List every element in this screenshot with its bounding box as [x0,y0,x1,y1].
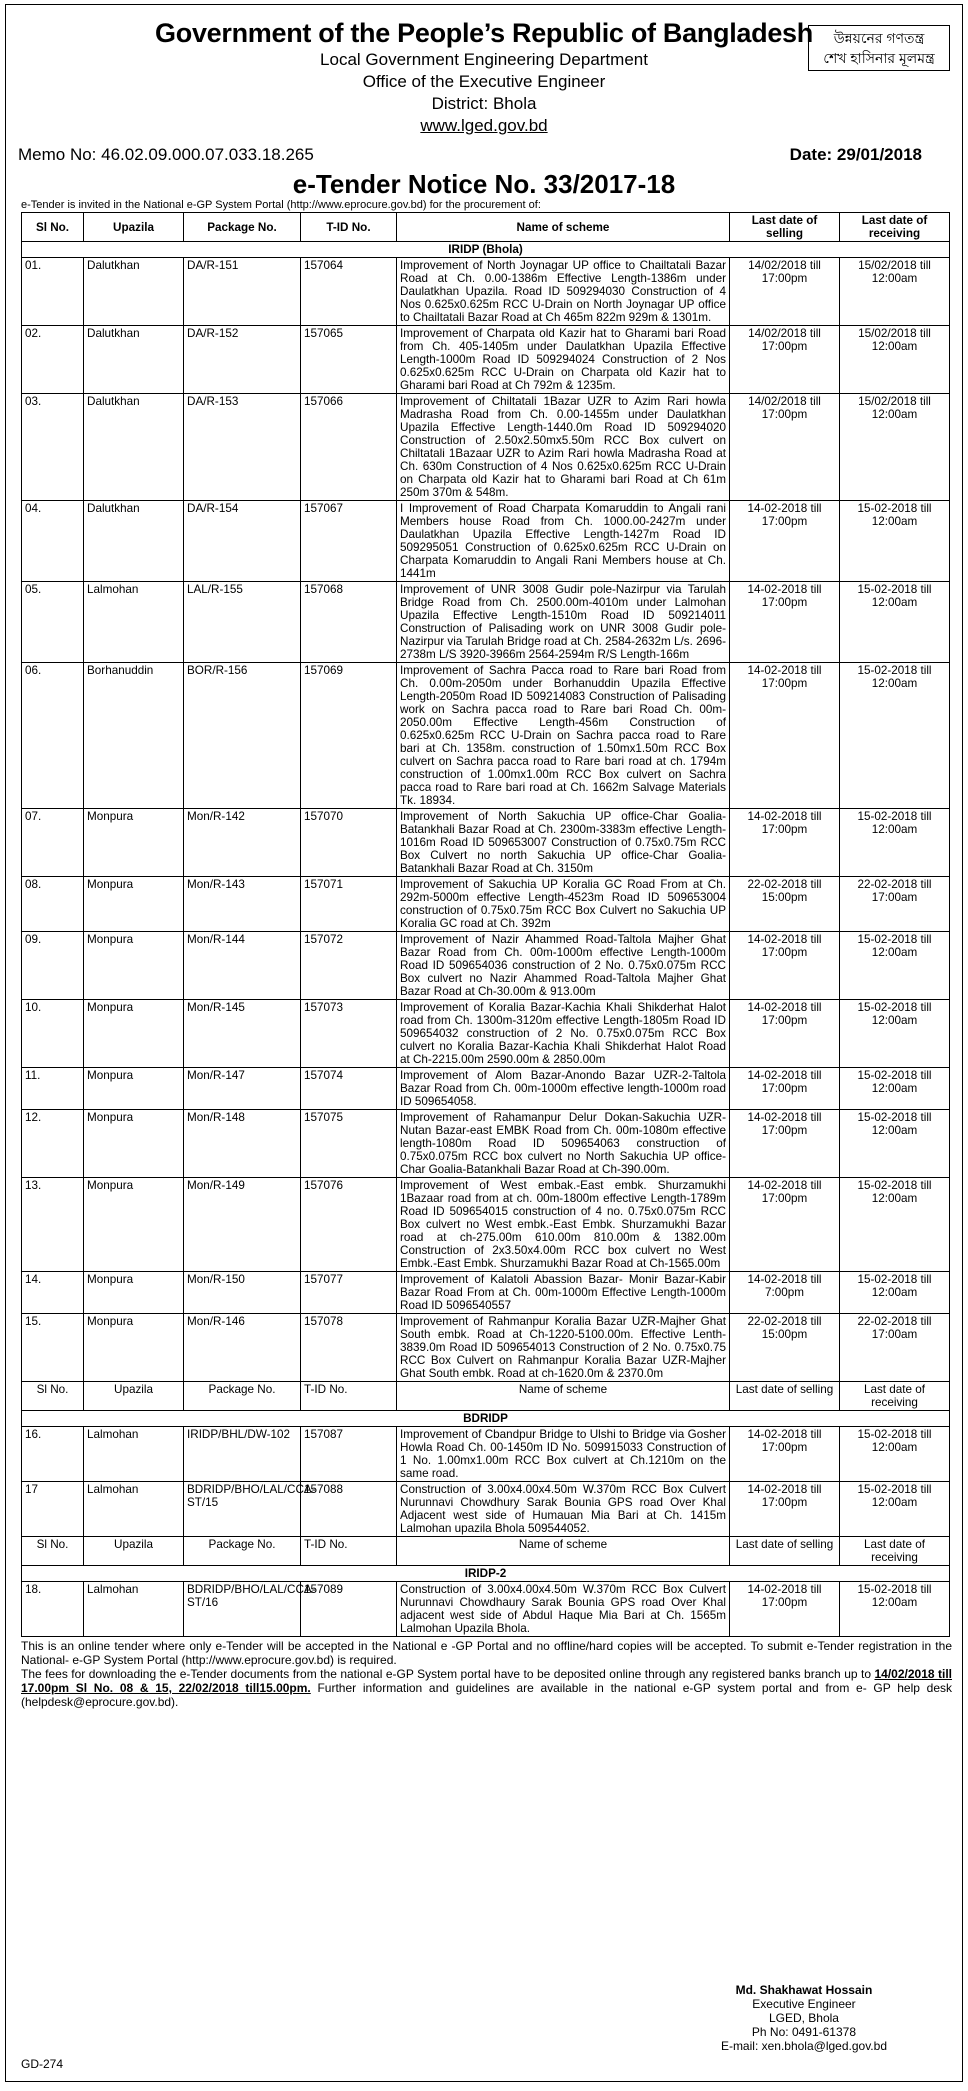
col-selling: Last date of selling [730,1537,840,1566]
cell-selling: 14-02-2018 till 17:00pm [730,1582,840,1637]
col-receiving: Last date of receiving [840,1537,950,1566]
cell-tid: 157072 [301,932,397,1000]
cell-receiving: 15-02-2018 till 12:00am [840,809,950,877]
notice-title: e-Tender Notice No. 33/2017-18 [292,169,676,199]
cell-receiving: 15-02-2018 till 12:00am [840,1482,950,1537]
cell-tid: 157075 [301,1110,397,1178]
cell-scheme: Improvement of Koralia Bazar-Kachia Khali Shikderhat Halot road from Ch. 1300m-3120m effective Length-1805m Road ID 509654032 construction of 2 No. 0.75x0.075m RCC Box culvert no Koralia Bazar-Kachia Khali Shikderhat Halot Road at Ch-2215.00m 2590.00m & 2850.00m [397,1000,730,1068]
cell-sl: 10. [22,1000,84,1068]
section-row [22,242,950,258]
footer-deadline: 14/02/2018 till 17.00pm Sl No. 08 & 15, 22/02/2018 till15.00pm. [21,1667,953,1695]
cell-upazila: Lalmohan [84,1427,184,1482]
cell-scheme: Improvement of Charpata old Kazir hat to Gharami bari Road from Ch. 405-1405m under Daulatkhan Upazila Effective Length-1000m Road ID 509294024 Construction of 2 Nos 0.625x0.625m RCC U-Drain on Charpata old Kazir hat to Gharami bari Road at Ch 792m & 1235m. [397,326,730,394]
cell-selling: 14-02-2018 till 7:00pm [730,1272,840,1314]
table-row [22,663,950,809]
footer-para-2-a: The fees for downloading the e-Tender documents from the national e-GP System portal have to be deposited online through any registered banks branch up to [21,1667,872,1681]
cell-package: IRIDP/BHL/DW-102 [184,1427,301,1482]
col-selling: Last date of selling [730,1382,840,1411]
cell-tid: 157067 [301,501,397,582]
district-name: District: Bhola [431,94,537,113]
cell-selling: 14-02-2018 till 17:00pm [730,1068,840,1110]
cell-receiving: 15/02/2018 till 12:00am [840,394,950,501]
cell-tid: 157089 [301,1582,397,1637]
col-sl: Sl No. [22,1537,84,1566]
cell-package: BDRIDP/BHO/LAL/CCA-ST/16 [184,1582,301,1637]
cell-receiving: 15-02-2018 till 12:00am [840,1000,950,1068]
cell-receiving: 15/02/2018 till 12:00am [840,326,950,394]
cell-package: Mon/R-149 [184,1178,301,1272]
cell-tid: 157068 [301,582,397,663]
cell-receiving: 15-02-2018 till 12:00am [840,582,950,663]
gd-code: GD-274 [21,2057,64,2071]
cell-selling: 14-02-2018 till 17:00pm [730,932,840,1000]
cell-upazila: Monpura [84,1068,184,1110]
cell-selling: 14-02-2018 till 17:00pm [730,809,840,877]
section-row [22,1566,950,1582]
cell-scheme: Improvement of Kalatoli Abassion Bazar- Monir Bazar-Kabir Bazar Road From at Ch. 00m-1000m Effective Length-1000m Road ID 5096540557 [397,1272,730,1314]
cell-sl: 04. [22,501,84,582]
table-row [22,258,950,326]
signature-block [721,1983,887,2053]
slogan-line-1: উন্নয়নের গণতন্ত্র [833,30,925,46]
col-scheme: Name of scheme [397,1537,730,1566]
footer-para-2 [21,1667,952,1709]
cell-receiving: 15-02-2018 till 12:00am [840,1427,950,1482]
cell-package: Mon/R-142 [184,809,301,877]
cell-tid: 157076 [301,1178,397,1272]
cell-tid: 157088 [301,1482,397,1537]
cell-upazila: Dalutkhan [84,394,184,501]
cell-scheme: Improvement of West embak.-East embk. Shurzamukhi 1Bazaar road from at ch. 00m-1800m effective Length-1789m Road ID 509654015 construction of 4 no. 0.75x0.075m RCC Box culvert no West embk.-East Embk. Shurzamukhi Bazar road at ch-275.00m 610.00m 810.00m & 1382.00m Construction of 2x3.50x4.00m RCC box culvert no West Embk.-East Embk. Shurzamukhi Bazar Road at Ch-1565.00m [397,1178,730,1272]
cell-scheme: Improvement of Alom Bazar-Anondo Bazar UZR-2-Taltola Bazar Road from Ch. 00m-1000m effective length-1000m road ID 509654058. [397,1068,730,1110]
slogan-box [808,25,950,71]
footer-para-1: This is an online tender where only e-Tender will be accepted in the National e -GP Portal and no offline/hard copies will be accepted. To submit e-Tender registration in the National- e-GP System Portal (http://www.eprocure.gov.bd) is required. [21,1639,952,1667]
table-row [22,501,950,582]
section-title: IRIDP-2 [22,1566,950,1582]
memo-number: Memo No: 46.02.09.000.07.033.18.265 [18,145,314,164]
cell-upazila: Monpura [84,1314,184,1382]
cell-tid: 157064 [301,258,397,326]
cell-scheme: Improvement of Rahmanpur Koralia Bazar UZR-Majher Ghat South embk. Road at Ch-1220-5100.00m. Effective Lenth-3839.0m Road ID 509654013 Construction of 2 No. 0.75x0.75 RCC Box Culvert on Rahmanpur Koralia Bazar UZR-Majher Ghat South embk. Road at ch-1620.0m & 2370.0m [397,1314,730,1382]
table-row [22,1582,950,1637]
cell-package: DA/R-152 [184,326,301,394]
cell-scheme: I Improvement of Road Charpata Komaruddin to Angali rani Members house Road from Ch. 1000.00-2427m under Daulatkhan Upazila Effective Length-1427m Road ID 509295051 Construction of 0.625x0.625m RCC U-Drain on Charpata Komaruddin to Angali Rani Members house at Ch. 1441m [397,501,730,582]
cell-upazila: Dalutkhan [84,501,184,582]
col-upazila: Upazila [84,1382,184,1411]
cell-scheme: Improvement of UNR 3008 Gudir pole-Nazirpur via Tarulah Bridge Road from Ch. 2500.00m-4010m under Lalmohan Upazila Effective Length-1510m Road ID 509214011 Construction of Palisading work on UNR 3008 Gudir pole-Nazirpur via Tarulah Bridge road at Ch. 2584-2632m L/s. 2696-2738m L/S 3920-3966m 2564-2594m R/S Length-166m [397,582,730,663]
memo-date: Date: 29/01/2018 [789,145,922,164]
col-sl: Sl No. [22,1382,84,1411]
table-row [22,1068,950,1110]
cell-tid: 157069 [301,663,397,809]
section-title: IRIDP (Bhola) [22,242,950,258]
cell-tid: 157070 [301,809,397,877]
cell-tid: 157065 [301,326,397,394]
section-title: BDRIDP [22,1411,950,1427]
cell-sl: 17 [22,1482,84,1537]
cell-sl: 12. [22,1110,84,1178]
table-row [22,809,950,877]
table-header-row [22,213,950,242]
cell-upazila: Dalutkhan [84,258,184,326]
cell-selling: 22-02-2018 till 15:00pm [730,1314,840,1382]
cell-sl: 16. [22,1427,84,1482]
cell-receiving: 22-02-2018 till 17:00am [840,1314,950,1382]
table-row [22,1314,950,1382]
cell-selling: 14/02/2018 till 17:00pm [730,258,840,326]
signer-name: Md. Shakhawat Hossain [735,1983,873,1997]
cell-package: DA/R-153 [184,394,301,501]
cell-package: BDRIDP/BHO/LAL/CCA-ST/15 [184,1482,301,1537]
col-upazila: Upazila [84,213,184,242]
col-selling: Last date of selling [730,213,840,242]
sub-header-row [22,1382,950,1411]
col-package: Package No. [184,213,301,242]
cell-sl: 11. [22,1068,84,1110]
cell-selling: 14/02/2018 till 17:00pm [730,394,840,501]
intro-text: e-Tender is invited in the National e-GP System Portal (http://www.eprocure.gov.bd) for the procurement of: [21,199,541,211]
table-row [22,1482,950,1537]
col-tid: T-ID No. [301,213,397,242]
footer-para-2-b: Further information and guidelines are available in the national e-GP system portal and from e- GP help desk (helpdesk@eprocure.gov.bd). [21,1681,953,1709]
cell-scheme: Improvement of Rahamanpur Delur Dokan-Sakuchia UZR-Nutan Bazar-east EMBK Road from Ch. 00m-1080m effective length-1080m Road ID 509654063 construction of 0.75x0.075m RCC box culvert no North Sakuchia UP office-Char Goalia-Batankhali Bazar Road at Ch-390.00m. [397,1110,730,1178]
signer-email[interactable]: E-mail: xen.bhola@lged.gov.bd [720,2039,887,2053]
col-scheme: Name of scheme [397,1382,730,1411]
tender-table [21,212,950,1637]
cell-tid: 157077 [301,1272,397,1314]
cell-selling: 14-02-2018 till 17:00pm [730,1000,840,1068]
cell-package: Mon/R-148 [184,1110,301,1178]
cell-upazila: Lalmohan [84,1582,184,1637]
cell-selling: 14-02-2018 till 17:00pm [730,663,840,809]
cell-scheme: Construction of 3.00x4.00x4.50m W.370m RCC Box Culvert Nurunnavi Chowdhury Sarak Bounia GPS road Over Khal Adjacent west side of Humauan Mia Bari at Ch. 1415m Lalmohan upazila Bhola 509544052. [397,1482,730,1537]
cell-sl: 03. [22,394,84,501]
cell-tid: 157073 [301,1000,397,1068]
cell-package: DA/R-151 [184,258,301,326]
cell-sl: 07. [22,809,84,877]
cell-selling: 14-02-2018 till 17:00pm [730,1482,840,1537]
table-row [22,326,950,394]
cell-sl: 06. [22,663,84,809]
cell-sl: 13. [22,1178,84,1272]
cell-tid: 157066 [301,394,397,501]
table-row [22,394,950,501]
col-tid: T-ID No. [301,1537,397,1566]
cell-package: DA/R-154 [184,501,301,582]
cell-package: LAL/R-155 [184,582,301,663]
cell-package: Mon/R-145 [184,1000,301,1068]
department-name: Local Government Engineering Department [320,50,648,69]
col-package: Package No. [184,1382,301,1411]
cell-upazila: Borhanuddin [84,663,184,809]
slogan-line-2: শেখ হাসিনার মূলমন্ত্র [823,50,935,66]
cell-receiving: 15-02-2018 till 12:00am [840,932,950,1000]
cell-receiving: 15/02/2018 till 12:00am [840,258,950,326]
cell-sl: 05. [22,582,84,663]
cell-tid: 157087 [301,1427,397,1482]
table-row [22,1272,950,1314]
sub-header-row [22,1537,950,1566]
cell-receiving: 15-02-2018 till 12:00am [840,1110,950,1178]
table-row [22,877,950,932]
cell-scheme: Improvement of Chiltatali 1Bazar UZR to Azim Rari howla Madrasha Road from Ch. 0.00-1455m under Daulatkhan Upazila Effective Length-1440.0m Road ID 509294020 Construction of 2.50x2.50mx5.50m RCC Box culvert on Chiltatali 1Bazaar UZR to Azim Rari howla Madrasha Road at Ch. 630m Construction of 4 Nos 0.625x0.625m RCC U-Drain on Charpata old Kazir hat to Gharami bari Road at Ch 61m 250m 370m & 548m. [397,394,730,501]
cell-upazila: Monpura [84,809,184,877]
cell-upazila: Monpura [84,1272,184,1314]
cell-upazila: Monpura [84,1110,184,1178]
cell-tid: 157074 [301,1068,397,1110]
cell-sl: 18. [22,1582,84,1637]
memo-line [6,143,962,169]
cell-selling: 14-02-2018 till 17:00pm [730,582,840,663]
table-row [22,1178,950,1272]
cell-sl: 08. [22,877,84,932]
cell-sl: 01. [22,258,84,326]
cell-sl: 02. [22,326,84,394]
cell-receiving: 15-02-2018 till 12:00am [840,1582,950,1637]
cell-scheme: Improvement of Nazir Ahammed Road-Taltola Majher Ghat Bazar Road from Ch. 00m-1000m effective Length-1000m Road ID 509654036 construction of 2 No. 0.75x0.075m RCC Box culvert no Nazir Ahammed Road-Taltola Majher Ghat Bazar Road at Ch-30.00m & 913.00m [397,932,730,1000]
cell-scheme: Improvement of Cbandpur Bridge to Ulshi to Bridge via Gosher Howla Road Ch. 00-1450m ID No. 509915033 Construction of 1 No. 1.00mx1.00m RCC Box culvert at Ch.1210m on the same road. [397,1427,730,1482]
table-row [22,932,950,1000]
cell-scheme: Improvement of Sakuchia UP Koralia GC Road From at Ch. 292m-5000m effective Length-4523m Road ID 509653004 construction of 0.75x0.75m RCC Box Culvert no Sakuchia UP Koralia GC road at Ch. 392m [397,877,730,932]
cell-upazila: Monpura [84,1000,184,1068]
signer-phone: Ph No: 0491-61378 [751,2025,857,2039]
cell-scheme: Improvement of Sachra Pacca road to Rare bari Road from Ch. 0.00m-2050m under Borhanuddin Upazila Effective Length-2050m Road ID 509214083 Construction of Palisading work on Sachra pacca road to Rare bari Road Ch. 00m-2050.00m Effective Length-456m Construction of 0.625x0.625m RCC U-Drain on Sachra pacca road to Rare bari at Ch. 1358m. construction of 1.50mx1.50m RCC Box culvert on Sachra pacca road to Rare bari road at ch. 1794m construction of 1.00mx1.00m RCC Box culvert on Sachra pacca road to Rare bari road at Ch. 1662m Salvage Materials Tk. 18934. [397,663,730,809]
col-upazila: Upazila [84,1537,184,1566]
cell-receiving: 15-02-2018 till 12:00am [840,1068,950,1110]
cell-upazila: Dalutkhan [84,326,184,394]
col-sl: Sl No. [22,213,84,242]
signer-office: LGED, Bhola [768,2011,839,2025]
col-package: Package No. [184,1537,301,1566]
cell-receiving: 15-02-2018 till 12:00am [840,1272,950,1314]
cell-package: Mon/R-143 [184,877,301,932]
table-row [22,1110,950,1178]
cell-sl: 14. [22,1272,84,1314]
table-row [22,582,950,663]
cell-selling: 14-02-2018 till 17:00pm [730,501,840,582]
section-row [22,1411,950,1427]
cell-upazila: Monpura [84,877,184,932]
cell-selling: 14-02-2018 till 17:00pm [730,1110,840,1178]
government-title: Government of the People’s Republic of Bangladesh [155,18,813,48]
col-receiving: Last date of receiving [840,1382,950,1411]
cell-selling: 22-02-2018 till 15:00pm [730,877,840,932]
cell-tid: 157071 [301,877,397,932]
footer-notes [6,1637,962,1709]
office-name: Office of the Executive Engineer [362,72,606,91]
cell-scheme: Construction of 3.00x4.00x4.50m W.370m RCC Box Culvert Nurunnavi Chowdhaury Sarak Bounia GPS road Over Khal adjacent west side of Abdul Haque Mia Bari at Ch. 1565m Lalmohan Upazila Bhola. [397,1582,730,1637]
cell-package: Mon/R-147 [184,1068,301,1110]
cell-receiving: 22-02-2018 till 17:00am [840,877,950,932]
table-row [22,1427,950,1482]
cell-upazila: Monpura [84,1178,184,1272]
cell-upazila: Lalmohan [84,582,184,663]
cell-sl: 09. [22,932,84,1000]
cell-upazila: Lalmohan [84,1482,184,1537]
col-receiving: Last date of receiving [840,213,950,242]
cell-package: Mon/R-150 [184,1272,301,1314]
cell-receiving: 15-02-2018 till 12:00am [840,501,950,582]
table-row [22,1000,950,1068]
notice-page [5,4,963,2082]
cell-scheme: Improvement of North Joynagar UP office to Chailtatali Bazar Road at Ch. 0.00-1386m Effective Length-1386m under Daulatkhan Upazila. Road ID 509294030 Construction of 4 Nos 0.625x0.625m RCC U-Drain on North Joynagar UP office to Chailtatali Bazar Road at Ch 465m 822m 929m & 1301m. [397,258,730,326]
cell-sl: 15. [22,1314,84,1382]
cell-scheme: Improvement of North Sakuchia UP office-Char Goalia-Batankhali Bazar Road at Ch. 2300m-3383m effective Length-1016m Road ID 509653007 Construction of 0.75x0.75m RCC Box Culvert no north Sakuchia UP office-Char Goalia-Batankhali Bazar Road at Ch. 3150m [397,809,730,877]
cell-selling: 14-02-2018 till 17:00pm [730,1178,840,1272]
signer-title: Executive Engineer [752,1997,856,2011]
cell-selling: 14-02-2018 till 17:00pm [730,1427,840,1482]
website-link[interactable]: www.lged.gov.bd [420,116,548,135]
cell-tid: 157078 [301,1314,397,1382]
cell-package: Mon/R-146 [184,1314,301,1382]
cell-receiving: 15-02-2018 till 12:00am [840,1178,950,1272]
col-scheme: Name of scheme [397,213,730,242]
cell-package: Mon/R-144 [184,932,301,1000]
cell-receiving: 15-02-2018 till 12:00am [840,663,950,809]
cell-upazila: Monpura [84,932,184,1000]
cell-package: BOR/R-156 [184,663,301,809]
cell-selling: 14/02/2018 till 17:00pm [730,326,840,394]
col-tid: T-ID No. [301,1382,397,1411]
